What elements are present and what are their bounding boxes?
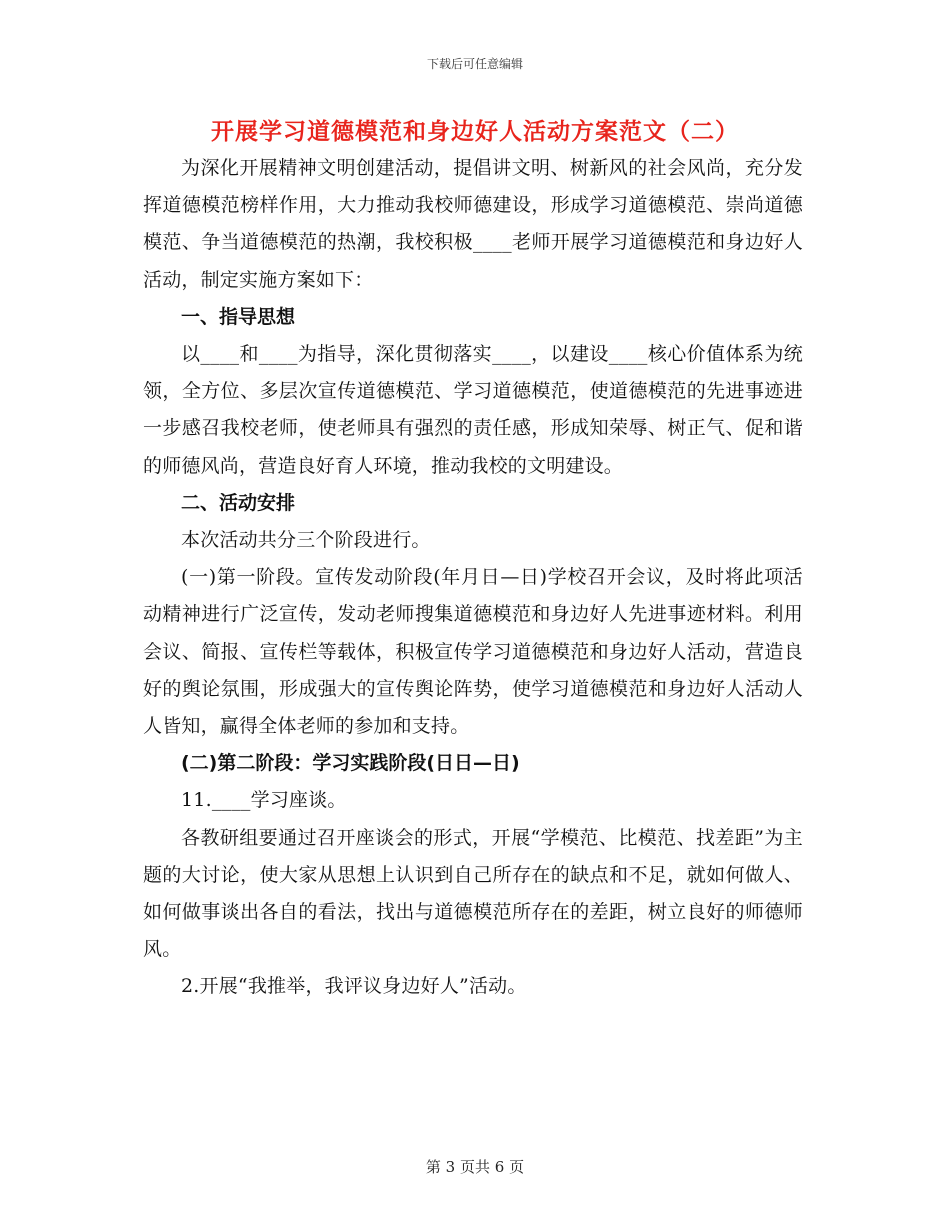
stage-one-paragraph: (一)第一阶段。宣传发动阶段(年月日—日)学校召开会议，及时将此项活动精神进行广泛宣传，发动老师搜集道德模范和身边好人先进事迹材料。利用会议、简报、宣传栏等载体，积极宣传学习道德模范和身边好人活动，营造良好的舆论氛围，形成强大的宣传舆论阵势，使学习道德模范和身边好人活动人人皆知，赢得全体老师的参加和支持。: [143, 566, 803, 738]
stage-two-heading: (二)第二阶段：学习实践阶段(日日—日): [181, 752, 520, 775]
page-number: 第 3 页共 6 页: [425, 1158, 525, 1176]
item-one-line: 11.____学习座谈。: [181, 789, 347, 812]
document-body: [143, 150, 803, 1006]
item-two-line: 2.开展“我推举，我评议身边好人”活动。: [181, 975, 527, 998]
header-note: 下载后可任意编辑: [426, 57, 523, 71]
section-heading-activity-arrangement: 二、活动安排: [181, 491, 296, 514]
document-title: 开展学习道德模范和身边好人活动方案范文（二）: [211, 118, 739, 145]
discussion-paragraph: 各教研组要通过召开座谈会的形式，开展“学模范、比模范、找差距”为主题的大讨论，使大家从思想上认识到自己所存在的缺点和不足，就如何做人、如何做事谈出各自的看法，找出与道德模范所存在的差距，树立良好的师德师风。: [143, 826, 803, 961]
section-heading-guiding-ideology: 一、指导思想: [181, 305, 296, 328]
guiding-ideology-paragraph: 以____和____为指导，深化贯彻落实____，以建设____核心价值体系为统领，全方位、多层次宣传道德模范、学习道德模范，使道德模范的先进事迹进一步感召我校老师，使老师具有强烈的责任感，形成知荣辱、树正气、促和谐的师德风尚，营造良好育人环境，推动我校的文明建设。: [143, 343, 803, 477]
stages-intro-paragraph: 本次活动共分三个阶段进行。: [181, 529, 431, 552]
intro-paragraph: 为深化开展精神文明创建活动，提倡讲文明、树新风的社会风尚，充分发挥道德模范榜样作用，大力推动我校师德建设，形成学习道德模范、崇尚道德模范、争当道德模范的热潮，我校积极____老师开展学习道德模范和身边好人活动，制定实施方案如下：: [143, 157, 803, 291]
